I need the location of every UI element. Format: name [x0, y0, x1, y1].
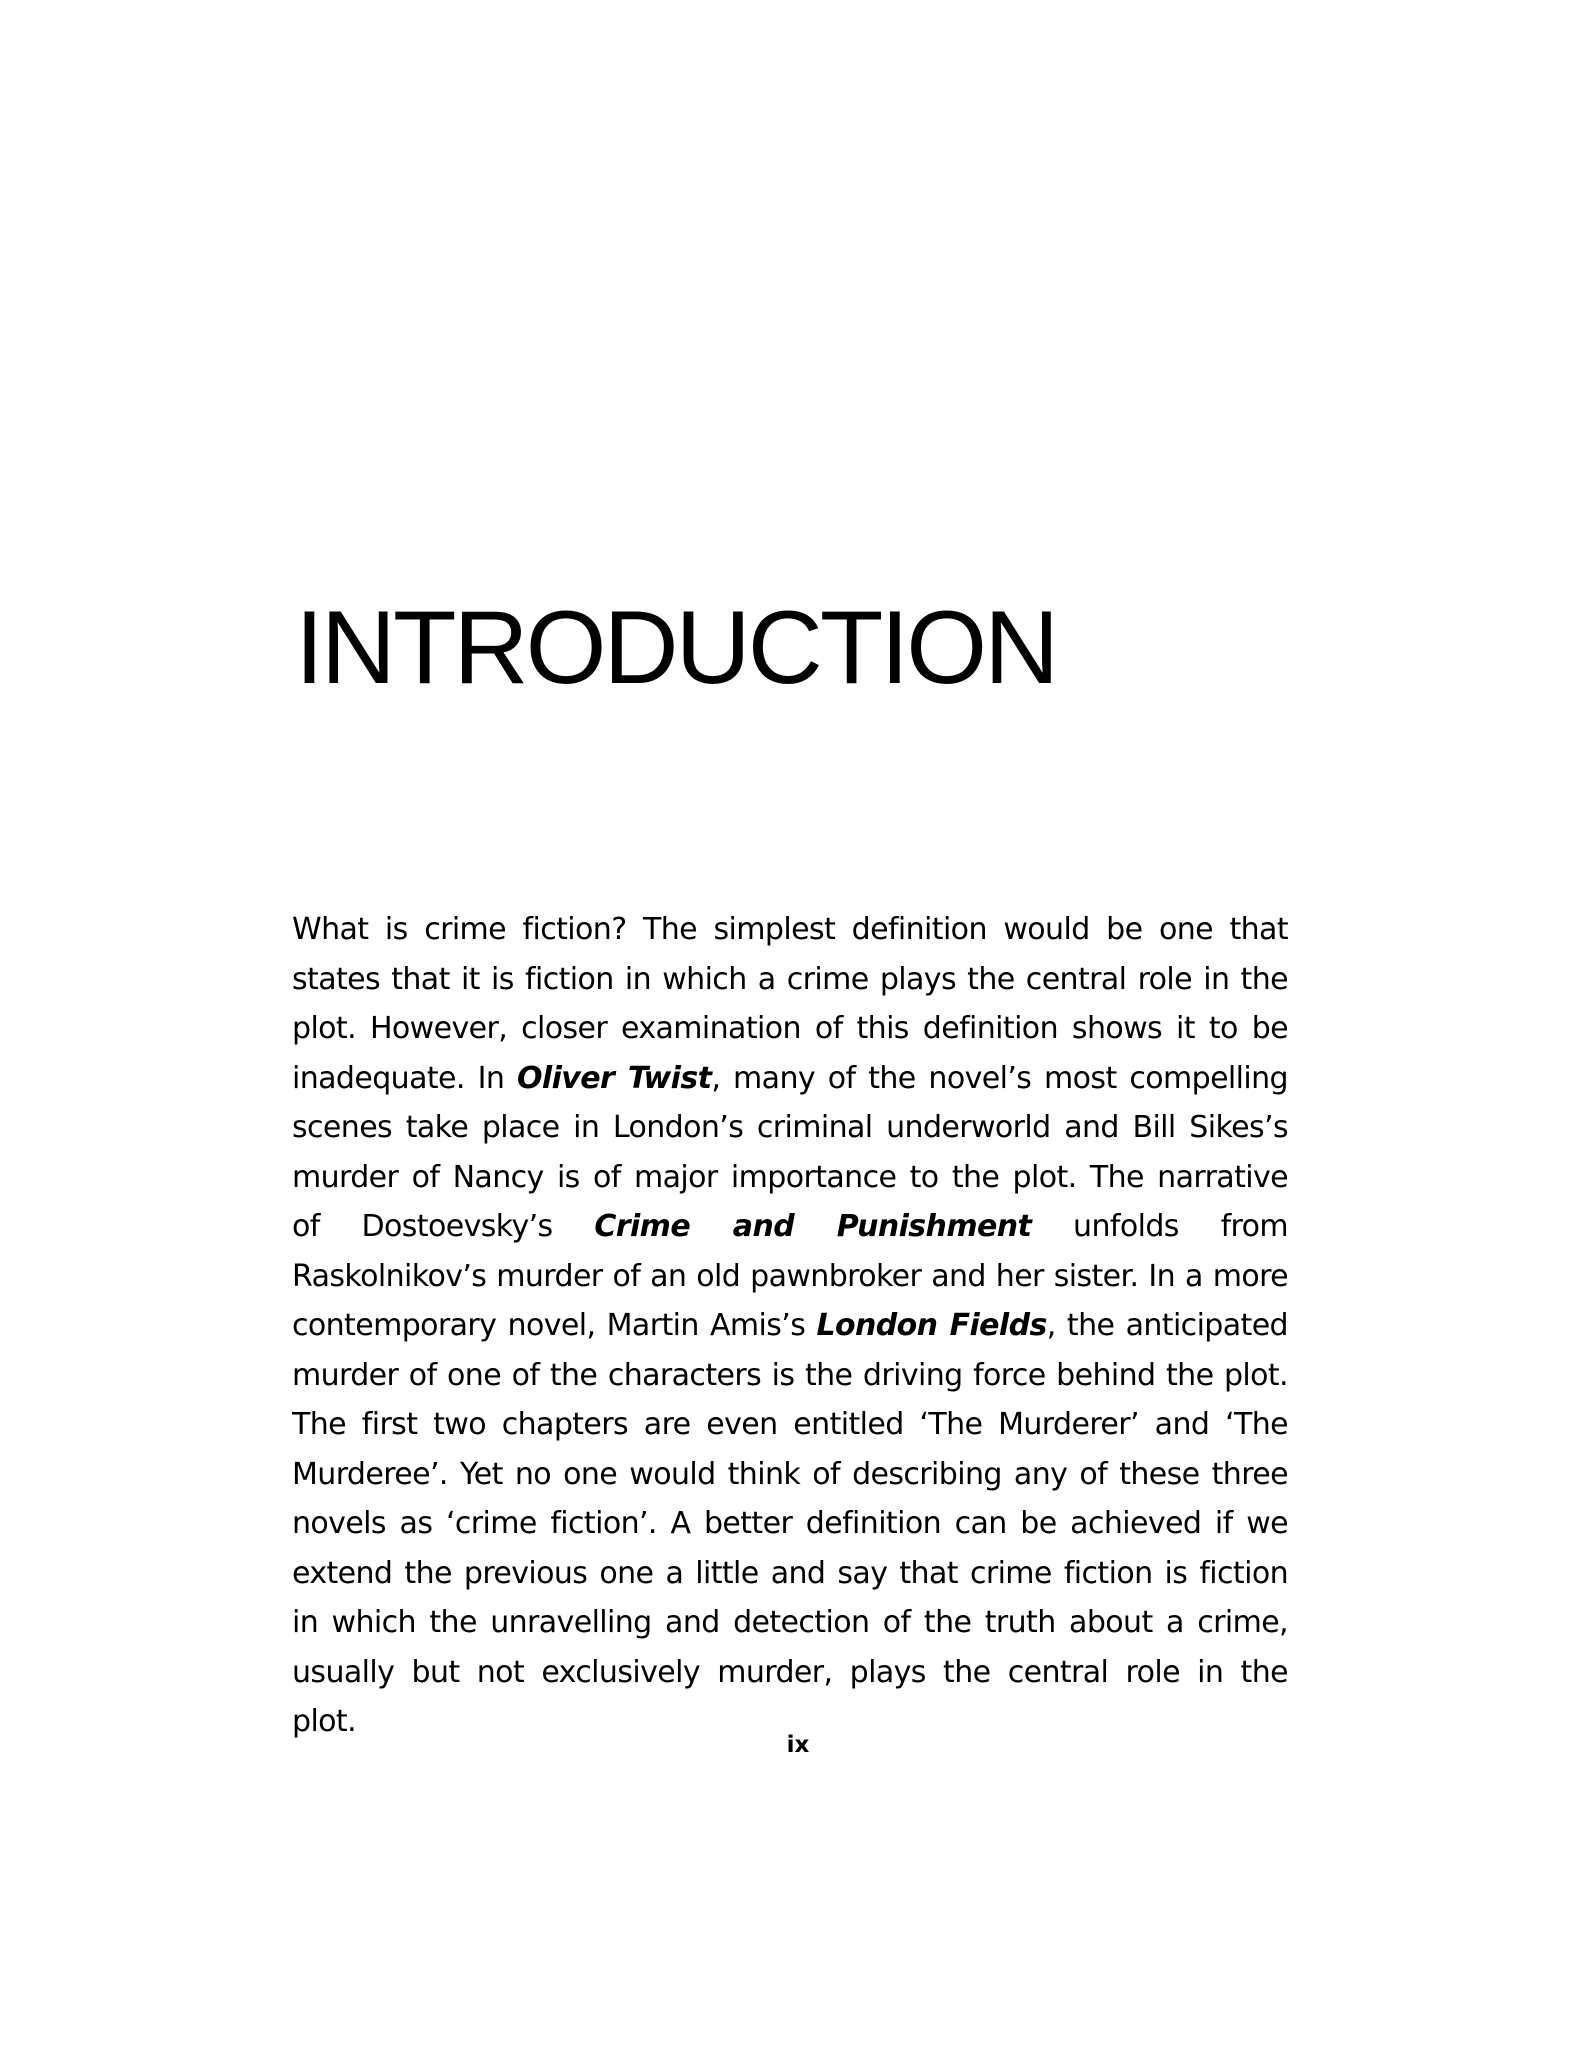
paragraph-text: What is crime fiction? The simplest definition would be one that states that it is fiction in which a crime plays the central role in the plot. However, closer examination of this definition shows it to be inadequate. In: [292, 912, 1288, 1096]
book-title-oliver-twist: Oliver Twist: [517, 1060, 712, 1096]
book-title-crime-and-punishment: Crime and Punishment: [594, 1209, 1032, 1244]
book-title-london-fields: London Fields: [816, 1308, 1047, 1343]
paragraph-text: unfolds from Raskolnikov’s murder of an old pawnbroker and her sister. In a more contemporary novel, Martin Amis’s: [292, 1209, 1289, 1343]
paragraph-text: , the anticipated murder of one of the characters is the driving force behind the plot. The first two chapters are even entitled ‘The Murderer’ and ‘The Murderee’. Yet no one would think of describing any of these three novels as ‘crime fiction’. A better definition can be achieved if we extend the previous one a little and say that crime fiction is fiction in which the unravelling and detection of the truth about a crime, usually but not exclusively murder, plays the central role in the plot.: [292, 1308, 1288, 1739]
paragraph-text: , many of the novel’s most compelling scenes take place in London’s criminal underworld and Bill Sikes’s murder of Nancy is of major importance to the plot. The narrative of Dostoevsky’s: [292, 1060, 1288, 1244]
page-number: ix: [786, 1732, 810, 1758]
chapter-title: INTRODUCTION: [295, 590, 1057, 706]
body-paragraph: [292, 905, 1288, 1747]
